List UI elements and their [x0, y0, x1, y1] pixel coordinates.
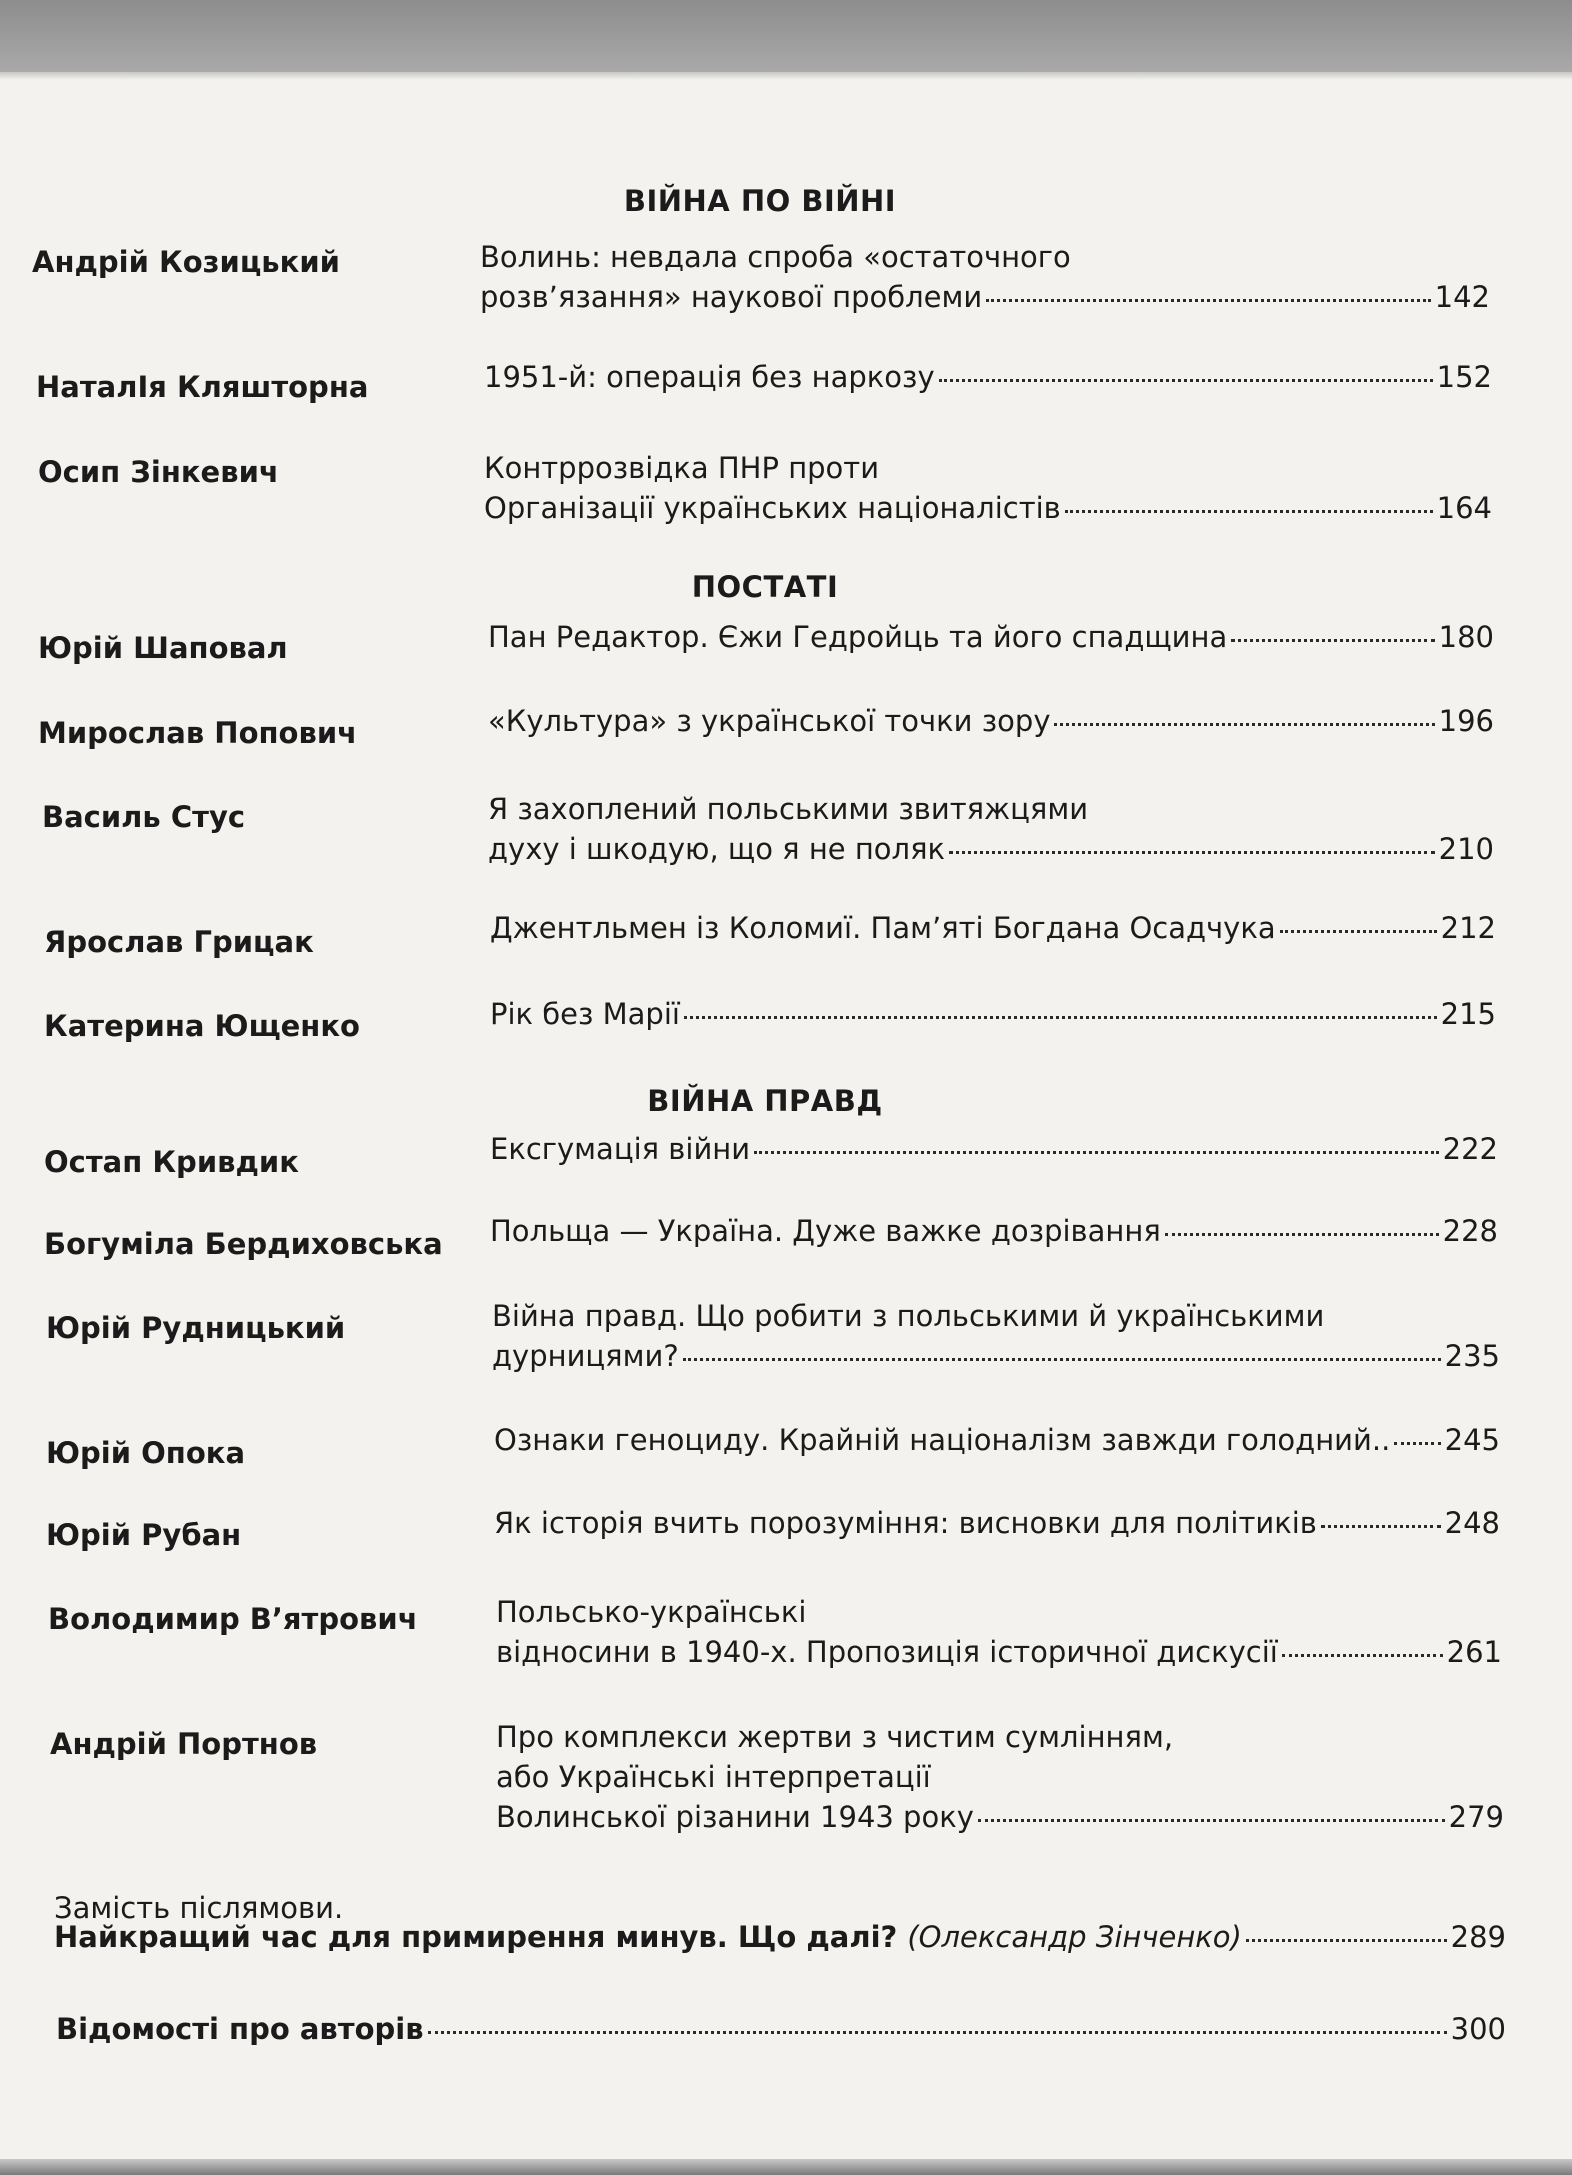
toc-entry[interactable] — [488, 789, 1494, 869]
toc-entry[interactable] — [490, 908, 1496, 948]
entry-leader-line — [484, 357, 1492, 397]
entry-title-line: Про комплекси жертви з чистим сумлінням, — [496, 1720, 1174, 1754]
entry-title-line: Війна правд. Що робити з польськими й українськими — [492, 1299, 1325, 1333]
entry-title-line: Польща — Україна. Дуже важке дозрівання — [490, 1214, 1161, 1248]
dot-leader — [1282, 1654, 1443, 1657]
dot-leader — [1231, 639, 1434, 642]
entry-leader-line — [484, 488, 1492, 528]
entry-leader-line — [492, 1336, 1500, 1376]
entry-author: Андрій Козицький — [32, 245, 340, 279]
dot-leader — [986, 299, 1430, 302]
entry-title-line: «Культура» з української точки зору — [488, 704, 1051, 738]
page-number: 212 — [1440, 911, 1496, 945]
entry-leader-line — [490, 1211, 1498, 1251]
dot-leader — [1054, 723, 1434, 726]
entry-title-line: відносини в 1940-х. Пропозиція історичної дискусії — [496, 1635, 1278, 1669]
entry-leader-line — [496, 1632, 1502, 1672]
entry-author: Мирослав Попович — [38, 716, 358, 750]
dot-leader — [1246, 1939, 1447, 1942]
dot-leader — [978, 1819, 1445, 1822]
entry-title-line: Польсько-українські — [496, 1595, 807, 1629]
dot-leader — [754, 1151, 1439, 1154]
entry-author: Юрій Рубан — [46, 1518, 242, 1552]
entry-leader-line — [490, 1129, 1498, 1169]
dot-leader — [1394, 1442, 1440, 1445]
afterword-entry[interactable] — [54, 1917, 1506, 1957]
entry-title-line: дурницями? — [492, 1339, 679, 1373]
dot-leader — [683, 1358, 1441, 1361]
page-number: 196 — [1438, 704, 1494, 738]
entry-leader-line — [490, 908, 1496, 948]
afterword-title: Найкращий час для примирення минув. Що далі? — [54, 1920, 898, 1954]
dot-leader — [684, 1016, 1437, 1019]
entry-author: Осип Зінкевич — [38, 455, 279, 489]
entry-title-line: Рік без Марії — [490, 997, 680, 1031]
entry-title-line: Джентльмен із Коломиї. Пам’яті Богдана Осадчука — [490, 911, 1276, 945]
entry-title-line: Я захоплений польськими звитяжцями — [488, 792, 1089, 826]
dot-leader — [939, 379, 1433, 382]
toc-entry[interactable] — [492, 1296, 1500, 1376]
entry-leader-line — [488, 617, 1494, 657]
entry-author: Юрій Шаповал — [38, 631, 288, 665]
page-number: 235 — [1444, 1339, 1500, 1373]
page-number: 261 — [1446, 1635, 1502, 1669]
entry-title-line: Ознаки геноциду. Крайній націоналізм завжди голодний.. — [494, 1423, 1391, 1457]
scan-bottom-edge — [0, 2159, 1572, 2175]
page-number: 279 — [1448, 1800, 1504, 1834]
page-number: 289 — [1450, 1920, 1506, 1954]
toc-entry[interactable] — [490, 1129, 1498, 1169]
dot-leader — [1165, 1233, 1439, 1236]
toc-entry[interactable] — [494, 1420, 1500, 1460]
page-number: 142 — [1434, 280, 1490, 314]
toc-entry[interactable] — [484, 357, 1492, 397]
section-heading-war-of-truths: ВІЙНА ПРАВД — [647, 1084, 883, 1118]
page-number: 164 — [1436, 491, 1492, 525]
entry-leader-line — [490, 994, 1496, 1034]
entry-author: Богуміла Бердиховська — [44, 1227, 443, 1261]
entry-title-line: Ексгумація війни — [490, 1132, 751, 1166]
entry-leader-line — [494, 1420, 1500, 1460]
page-number: 180 — [1438, 620, 1494, 654]
toc-entry[interactable] — [496, 1717, 1504, 1837]
entry-title-line: Пан Редактор. Єжи Гедройць та його спадщина — [488, 620, 1228, 654]
entry-title-line: Як історія вчить порозуміння: висновки для політиків — [494, 1506, 1317, 1540]
page-number: 210 — [1438, 832, 1494, 866]
entry-author: Володимир В’ятрович — [48, 1602, 418, 1636]
about-authors-title: Відомості про авторів — [56, 2012, 424, 2046]
entry-author: Остап Кривдик — [44, 1145, 299, 1179]
page-number: 222 — [1442, 1132, 1498, 1166]
entry-leader-line — [54, 1917, 1506, 1957]
section-heading-figures: ПОСТАТІ — [691, 570, 839, 604]
section-heading-war-after-war: ВІЙНА ПО ВІЙНІ — [623, 184, 897, 218]
page-number: 248 — [1444, 1506, 1500, 1540]
entry-author: Василь Стус — [42, 800, 246, 834]
entry-leader-line — [488, 701, 1494, 741]
toc-entry[interactable] — [488, 701, 1494, 741]
toc-entry[interactable] — [480, 237, 1490, 317]
entry-author: Ярослав Грицак — [44, 925, 314, 959]
entry-author: Катерина Ющенко — [44, 1009, 360, 1043]
page-number: 215 — [1440, 997, 1496, 1031]
entry-leader-line — [496, 1797, 1504, 1837]
entry-leader-line — [488, 829, 1494, 869]
entry-title-line: Волинь: невдала спроба «остаточного — [480, 240, 1071, 274]
about-authors-entry[interactable] — [56, 2009, 1506, 2049]
page-number: 152 — [1436, 360, 1492, 394]
entry-title-line: або Українські інтерпретації — [496, 1760, 931, 1794]
entry-author: Юрій Опока — [46, 1436, 246, 1470]
toc-entry[interactable] — [484, 448, 1492, 528]
entry-author: Юрій Рудницький — [46, 1311, 346, 1345]
dot-leader — [1065, 510, 1433, 513]
entry-author: Андрій Портнов — [50, 1727, 318, 1761]
toc-entry[interactable] — [490, 1211, 1498, 1251]
entry-leader-line — [494, 1503, 1500, 1543]
entry-title-line: Волинської різанини 1943 року — [496, 1800, 974, 1834]
dot-leader — [1321, 1525, 1441, 1528]
entry-leader-line — [56, 2009, 1506, 2049]
page-number: 300 — [1450, 2012, 1506, 2046]
afterword-author: (Олександр Зінченко) — [907, 1920, 1242, 1954]
toc-entry[interactable] — [490, 994, 1496, 1034]
entry-title-line: Організації українських націоналістів — [484, 491, 1061, 525]
entry-title-line: Контррозвідка ПНР проти — [484, 451, 880, 485]
page-number: 245 — [1444, 1423, 1500, 1457]
dot-leader — [428, 2031, 1447, 2034]
toc-entry[interactable] — [496, 1592, 1502, 1672]
entry-title-line: розв’язання» наукової проблеми — [480, 280, 983, 314]
entry-leader-line — [480, 277, 1490, 317]
afterword-intro: Замість післямови. — [54, 1891, 344, 1925]
page-number: 228 — [1442, 1214, 1498, 1248]
dot-leader — [1280, 930, 1437, 933]
entry-title-line: 1951-й: операція без наркозу — [484, 360, 935, 394]
entry-author: НаталІя Кляшторна — [36, 370, 369, 404]
dot-leader — [949, 851, 1435, 854]
toc-entry[interactable] — [488, 617, 1494, 657]
toc-entry[interactable] — [494, 1503, 1500, 1543]
entry-title-line: духу і шкодую, що я не поляк — [488, 832, 946, 866]
